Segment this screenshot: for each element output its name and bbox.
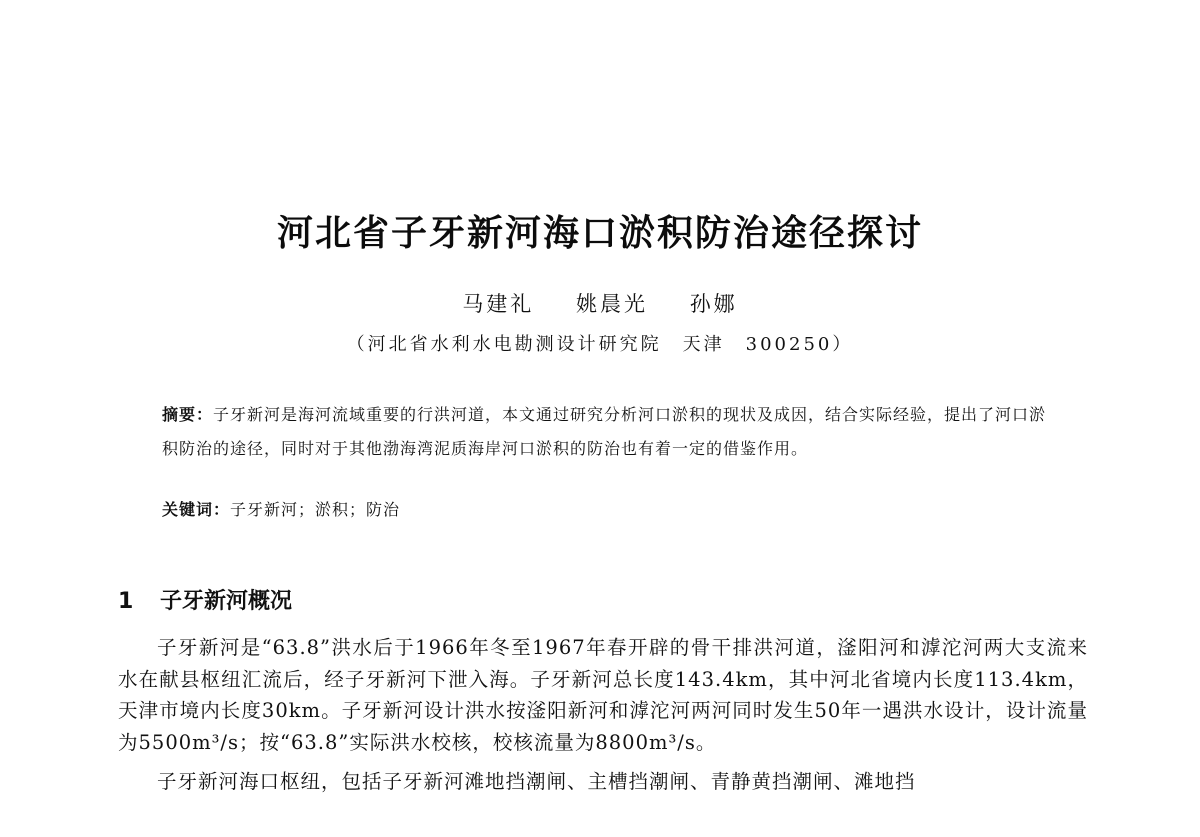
abstract-label: 摘要： (162, 405, 214, 424)
author-list (0, 288, 1200, 318)
body-paragraph: 子牙新河是“63.8”洪水后于1966年冬至1967年春开辟的骨干排洪河道，滏阳河和滹沱河两大支流来水在献县枢纽汇流后，经子牙新河下泄入海。子牙新河总长度143.4km，其中河北省境内长度113.4km，天津市境内长度30km。子牙新河设计洪水按滏阳新河和滹沱河两河同时发生50年一遇洪水设计，设计流量为5500m³/s；按“63.8”实际洪水校核，校核流量为8800m³/s。 (118, 636, 1088, 754)
author-name: 姚晨光 (576, 292, 648, 316)
paper-title: 河北省子牙新河海口淤积防治途径探讨 (276, 213, 923, 254)
abstract-text: 子牙新河是海河流域重要的行洪河道，本文通过研究分析河口淤积的现状及成因，结合实际经验，提出了河口淤积防治的途径，同时对于其他渤海湾泥质海岸河口淤积的防治也有着一定的借鉴作用。 (162, 405, 1047, 458)
section-number: 1 (118, 589, 134, 614)
author-name: 马建礼 (462, 292, 535, 316)
body-paragraph: 子牙新河海口枢纽，包括子牙新河滩地挡潮闸、主槽挡潮闸、青静黄挡潮闸、滩地挡 (157, 770, 916, 793)
keywords-text: 子牙新河；淤积；防治 (230, 500, 401, 519)
section-heading (118, 584, 292, 615)
section-title: 子牙新河概况 (160, 589, 293, 614)
keywords (162, 497, 1052, 520)
keywords-label: 关键词： (162, 500, 231, 519)
author-name: 孙娜 (689, 292, 738, 316)
author-affiliation: （河北省水利水电勘测设计研究院 天津 300250） (346, 334, 854, 355)
body-text (118, 632, 1088, 798)
abstract (162, 398, 1052, 466)
